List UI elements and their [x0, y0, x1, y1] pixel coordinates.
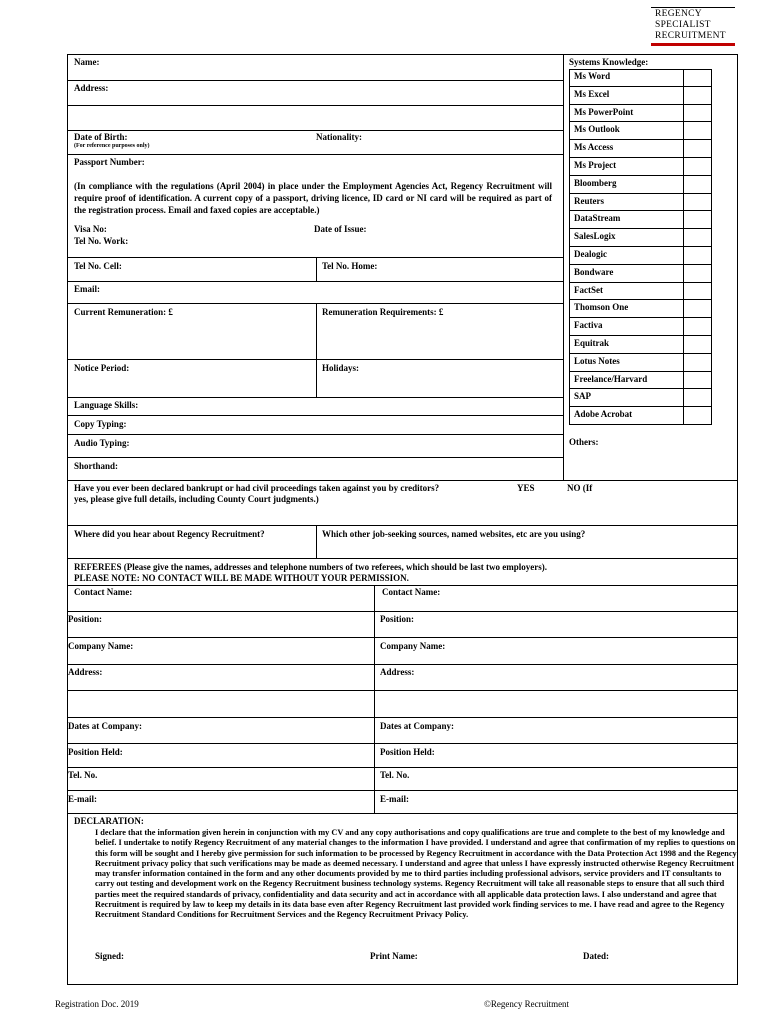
hear-about-label: Where did you hear about Regency Recruitment? [74, 529, 265, 539]
skill-row [569, 336, 712, 354]
holidays-label: Holidays: [322, 363, 360, 373]
ref1-address: Address: [68, 667, 103, 677]
skill-row [569, 211, 712, 229]
skill-checkbox[interactable] [683, 122, 711, 139]
ref2-contact-name: Contact Name: [382, 587, 441, 597]
skill-checkbox[interactable] [683, 318, 711, 335]
footer-copyright: ©Regency Recruitment [484, 999, 570, 1009]
skill-row [569, 300, 712, 318]
skill-checkbox[interactable] [683, 87, 711, 104]
footer-doc-id: Registration Doc. 2019 [55, 999, 139, 1009]
skill-label: Bloomberg [574, 177, 617, 188]
skill-label: Thomson One [574, 302, 629, 313]
referees-instructions: REFEREES (Please give the names, addresses and telephone numbers of two referees, which should be last two employers). [74, 562, 547, 572]
ref2-position-held: Position Held: [380, 747, 435, 757]
skill-label: Ms Excel [574, 88, 610, 99]
dated-label: Dated: [583, 951, 609, 961]
skill-label: Reuters [574, 195, 604, 206]
ref2-dates: Dates at Company: [380, 721, 454, 731]
skill-label: Ms Word [574, 71, 611, 81]
skill-label: DataStream [574, 213, 621, 224]
skill-label: FactSet [574, 284, 603, 295]
other-sources-label: Which other job-seeking sources, named websites, etc are you using? [322, 529, 586, 539]
date-of-issue-label: Date of Issue: [314, 224, 367, 234]
current-remuneration-label: Current Remuneration: £ [74, 307, 173, 317]
others-label: Others: [569, 437, 599, 447]
skill-checkbox[interactable] [683, 300, 711, 317]
skill-row [569, 265, 712, 283]
skill-checkbox[interactable] [683, 389, 711, 406]
skill-checkbox[interactable] [683, 372, 711, 389]
print-name-label: Print Name: [370, 951, 418, 961]
tel-cell-label: Tel No. Cell: [74, 261, 122, 271]
ref1-position-held: Position Held: [68, 747, 123, 757]
skill-label: Adobe Acrobat [574, 409, 633, 420]
ref1-company-name: Company Name: [68, 641, 134, 651]
dob-label: Date of Birth: [74, 132, 128, 142]
tel-home-label: Tel No. Home: [322, 261, 378, 271]
skill-row [569, 194, 712, 212]
yes-option[interactable]: YES [517, 483, 535, 493]
skill-label: Ms Outlook [574, 124, 620, 135]
logo-line-1: REGENCY [655, 9, 702, 19]
no-option[interactable]: NO (If [567, 483, 593, 493]
skill-row [569, 283, 712, 301]
email-label: Email: [74, 284, 100, 294]
skill-label: Freelance/Harvard [574, 373, 648, 384]
ref1-dates: Dates at Company: [68, 721, 142, 731]
skill-checkbox[interactable] [683, 69, 711, 86]
skill-row [569, 87, 712, 105]
skill-row [569, 372, 712, 390]
skill-row [569, 247, 712, 265]
skill-row [569, 105, 712, 123]
copy-typing-label: Copy Typing: [74, 419, 127, 429]
declaration-title: DECLARATION: [74, 816, 144, 826]
skill-row [569, 407, 712, 425]
skill-label: Dealogic [574, 249, 607, 259]
skill-checkbox[interactable] [683, 336, 711, 353]
ref1-contact-name: Contact Name: [74, 587, 133, 597]
bankrupt-question: Have you ever been declared bankrupt or had civil proceedings taken against you by creditors? [74, 483, 440, 493]
skill-label: Lotus Notes [574, 355, 620, 366]
visa-label: Visa No: [74, 224, 107, 234]
skill-label: Factiva [574, 320, 603, 331]
skill-checkbox[interactable] [683, 176, 711, 193]
skill-label: Equitrak [574, 338, 610, 348]
skill-row [569, 354, 712, 372]
skill-checkbox[interactable] [683, 105, 711, 122]
skill-row [569, 318, 712, 336]
name-label: Name: [74, 57, 100, 67]
logo-line-3: RECRUITMENT [655, 31, 726, 41]
notice-period-label: Notice Period: [74, 363, 130, 373]
skill-row [569, 122, 712, 140]
declaration-text: I declare that the information given herein in conjunction with my CV and any copy authorisations and copy qualifications are true and complete to the best of my knowledge and belief. I undertake to notify Regency Recruitment of any material changes to the information I have provided. I understand and agree that confirmation of my replies to questions on this form will be sought and I hereby give permission for such information to be processed by Regency Recruitment in accordance with the Data Protection Act 1998 and the Regency Recruitment privacy policy that such verifications may be made as deemed necessary. I understand and agree that unless I have expressly instructed otherwise Regency Recruitment may transfer information contained in the form and any other documents provided by me to third parties including professional advisors, service providers and IT consultants to carry out testing and development work on the Regency Recruitment business technology systems. Regency Recruitment will take all reasonable steps to ensure that all such third parties meet the required standards of privacy, confidentiality and data security and act in accordance with all applicable data protection laws. I also understand and agree that Recruitment is required by law to keep my details in its data base even after Regency Recruitment last provided work finding services to me. I have read and agree to the Regency Recruitment Standard Conditions for Recruitment Services and the Regency Recruitment Privacy Policy. [95, 828, 737, 920]
skill-checkbox[interactable] [683, 194, 711, 211]
skill-label: Ms PowerPoint [574, 106, 634, 117]
skill-row [569, 229, 712, 247]
ref2-address: Address: [380, 667, 415, 677]
ref1-email: E-mail: [68, 794, 97, 804]
tel-work-label: Tel No. Work: [74, 236, 129, 246]
skill-checkbox[interactable] [683, 140, 711, 157]
ref2-company-name: Company Name: [380, 641, 446, 651]
referees-note: PLEASE NOTE: NO CONTACT WILL BE MADE WITHOUT YOUR PERMISSION. [74, 573, 409, 583]
skill-label: Ms Project [574, 160, 617, 170]
address-label: Address: [74, 83, 109, 93]
dob-note: (For reference purposes only) [74, 143, 150, 149]
ref2-email: E-mail: [380, 794, 409, 804]
skill-label: SAP [574, 391, 592, 402]
skill-label: Bondware [574, 266, 614, 277]
skill-checkbox[interactable] [683, 211, 711, 228]
skill-label: Ms Access [574, 142, 614, 153]
ref2-tel: Tel. No. [380, 770, 410, 780]
skill-checkbox[interactable] [683, 229, 711, 246]
skill-checkbox[interactable] [683, 247, 711, 264]
ref2-position: Position: [380, 614, 415, 624]
signed-label: Signed: [95, 951, 125, 961]
compliance-note: (In compliance with the regulations (April 2004) in place under the Employment Agencies Act, Regency Recruitment will require proof of identification. A current copy of a passport, driving licence, ID card or NI card will be required as part of the registration process. Email and faxed copies are acceptable.) [74, 181, 552, 215]
skill-label: SalesLogix [574, 231, 616, 242]
skill-row [569, 140, 712, 158]
skill-row [569, 176, 712, 194]
skill-row [569, 389, 712, 407]
skill-checkbox[interactable] [683, 265, 711, 282]
skill-checkbox[interactable] [683, 158, 711, 175]
audio-typing-label: Audio Typing: [74, 438, 130, 448]
bankrupt-question-cont: yes, please give full details, including County Court judgments.) [74, 494, 319, 504]
systems-knowledge-title: Systems Knowledge: [569, 57, 649, 67]
skill-checkbox[interactable] [683, 354, 711, 371]
skill-row [569, 69, 712, 87]
ref1-tel: Tel. No. [68, 770, 98, 780]
passport-label: Passport Number: [74, 157, 145, 167]
remuneration-requirements-label: Remuneration Requirements: £ [322, 307, 444, 317]
skill-checkbox[interactable] [683, 283, 711, 300]
language-skills-label: Language Skills: [74, 400, 139, 410]
ref1-position: Position: [68, 614, 103, 624]
nationality-label: Nationality: [316, 132, 362, 142]
logo-line-2: SPECIALIST [655, 20, 711, 30]
skill-checkbox[interactable] [683, 407, 711, 424]
skill-row [569, 158, 712, 176]
company-logo [651, 7, 735, 46]
shorthand-label: Shorthand: [74, 461, 119, 471]
